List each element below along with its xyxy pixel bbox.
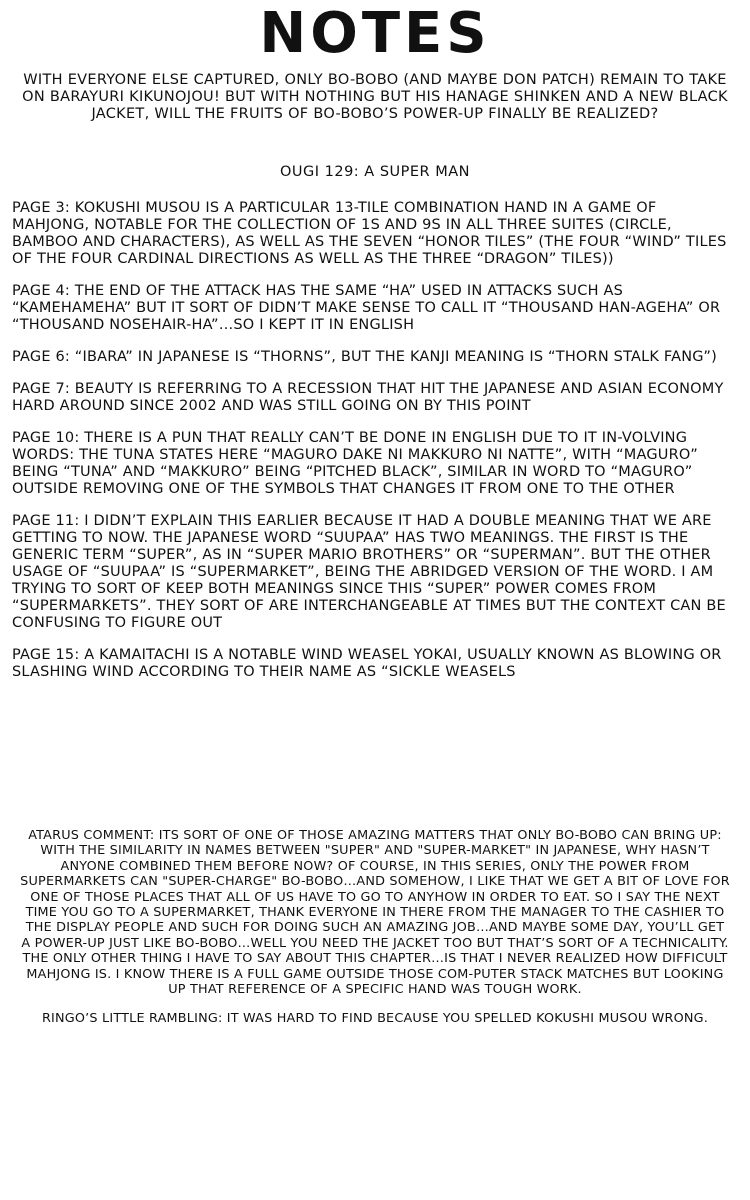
comments-section (20, 828, 730, 1041)
note-page-7: PAGE 7: BEAUTY IS REFERRING TO A RECESSION THAT HIT THE JAPANESE AND ASIAN ECONOMY HARD AROUND SINCE 2002 AND WAS STILL GOING ON BY THIS POINT (12, 381, 724, 414)
chapter-title: OUGI 129: A SUPER MAN (279, 164, 471, 180)
ringo-comment: RINGO’S LITTLE RAMBLING: IT WAS HARD TO FIND BECAUSE YOU SPELLED KOKUSHI MUSOU WRONG. (41, 1011, 709, 1027)
page-title: NOTES (259, 1, 491, 66)
note-page-6: PAGE 6: “IBARA” IN JAPANESE IS “THORNS”, BUT THE KANJI MEANING IS “THORN STALK FANG”) (12, 349, 717, 365)
note-page-3: PAGE 3: KOKUSHI MUSOU IS A PARTICULAR 13-TILE COMBINATION HAND IN A GAME OF MAHJONG, NOTABLE FOR THE COLLECTION OF 1S AND 9S IN ALL THREE SUITES (CIRCLE, BAMBOO AND CHARACTERS), AS WELL AS THE SEVEN “HONOR TILES” (THE FOUR “WIND” TILES OF THE FOUR CARDINAL DIRECTIONS AS WELL AS THE THREE “DRAGON” TILES)) (12, 200, 727, 267)
intro-paragraph: WITH EVERYONE ELSE CAPTURED, ONLY BO-BOBO (AND MAYBE DON PATCH) REMAIN TO TAKE ON BARAYURI KIKUNOJOU! BUT WITH NOTHING BUT HIS HANAGE SHINKEN AND A NEW BLACK JACKET, WILL THE FRUITS OF BO-BOBO’S POWER-UP FINALLY BE REALIZED? (22, 72, 728, 122)
note-page-15: PAGE 15: A KAMAITACHI IS A NOTABLE WIND WEASEL YOKAI, USUALLY KNOWN AS BLOWING OR SLASHING WIND ACCORDING TO THEIR NAME AS “SICKLE WEASELS (12, 647, 722, 680)
note-page-4: PAGE 4: THE END OF THE ATTACK HAS THE SAME “HA” USED IN ATTACKS SUCH AS “KAMEHAMEHA” BUT IT SORT OF DIDN’T MAKE SENSE TO CALL IT “THOUSAND HAN-AGEHA” OR “THOUSAND NOSEHAIR-HA”…SO I KEPT IT IN ENGLISH (12, 283, 721, 333)
page-notes-list (12, 200, 738, 696)
atarus-comment: ATARUS COMMENT: ITS SORT OF ONE OF THOSE AMAZING MATTERS THAT ONLY BO-BOBO CAN BRING UP: WITH THE SIMILARITY IN NAMES BETWEEN "SUPER" AND "SUPER-MARKET" IN JAPANESE, WHY HASN’T ANYONE COMBINED THEM BEFORE NOW? OF COURSE, IN THIS SERIES, ONLY THE POWER FROM SUPERMARKETS CAN "SUPER-CHARGE" BO-BOBO…AND SOMEHOW, I LIKE THAT WE GET A BIT OF LOVE FOR ONE OF THOSE PLACES THAT ALL OF US HAVE TO GO TO ANYHOW IN ORDER TO EAT. SO I SAY THE NEXT TIME YOU GO TO A SUPERMARKET, THANK EVERYONE IN THERE FROM THE MANAGER TO THE CASHIER TO THE DISPLAY PEOPLE AND SUCH FOR DOING SUCH AN AMAZING JOB…AND MAYBE SOME DAY, YOU’LL GET A POWER-UP JUST LIKE BO-BOBO…WELL YOU NEED THE JACKET TOO BUT THAT’S SORT OF A TECHNICALITY. THE ONLY OTHER THING I HAVE TO SAY ABOUT THIS CHAPTER…IS THAT I NEVER REALIZED HOW DIFFICULT MAHJONG IS. I KNOW THERE IS A FULL GAME OUTSIDE THOSE COM-PUTER STACK MATCHES BUT LOOKING UP THAT REFERENCE OF A SPECIFIC HAND WAS TOUGH WORK. (20, 828, 730, 998)
note-page-10: PAGE 10: THERE IS A PUN THAT REALLY CAN’T BE DONE IN ENGLISH DUE TO IT IN-VOLVING WORDS: THE TUNA STATES HERE “MAGURO DAKE NI MAKKURO NI NATTE”, WITH “MAGURO” BEING “TUNA” AND “MAKKURO” BEING “PITCHED BLACK”, SIMILAR IN WORD TO “MAGURO” OUTSIDE REMOVING ONE OF THE SYMBOLS THAT CHANGES IT FROM ONE TO THE OTHER (12, 430, 698, 497)
note-page-11: PAGE 11: I DIDN’T EXPLAIN THIS EARLIER BECAUSE IT HAD A DOUBLE MEANING THAT WE ARE GETTING TO NOW. THE JAPANESE WORD “SUUPAA” HAS TWO MEANINGS. THE FIRST IS THE GENERIC TERM “SUPER”, AS IN “SUPER MARIO BROTHERS” OR “SUPERMAN”. BUT THE OTHER USAGE OF “SUUPAA” IS “SUPERMARKET”, BEING THE ABRIDGED VERSION OF THE WORD. I AM TRYING TO SORT OF KEEP BOTH MEANINGS SINCE THIS “SUPER” POWER COMES FROM “SUPERMARKETS”. THEY SORT OF ARE INTERCHANGEABLE AT TIMES BUT THE CONTEXT CAN BE CONFUSING TO FIGURE OUT (12, 513, 726, 631)
